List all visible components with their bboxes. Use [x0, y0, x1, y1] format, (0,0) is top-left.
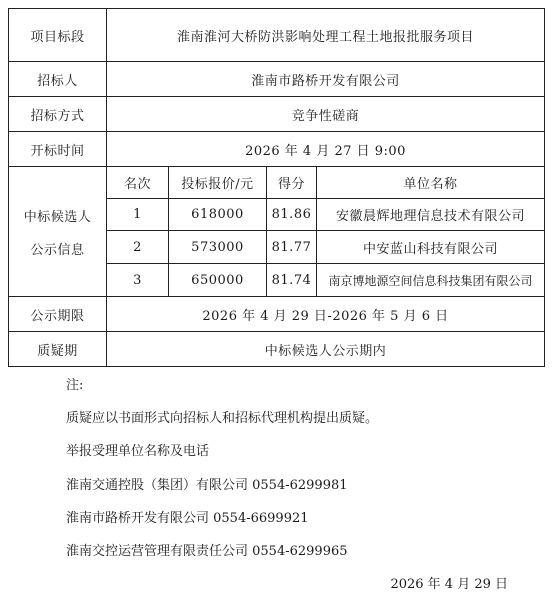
row-project [9, 9, 545, 62]
project-value: 淮南淮河大桥防洪影响处理工程土地报批服务项目 [107, 9, 545, 62]
tenderer-value: 淮南市路桥开发有限公司 [107, 62, 545, 97]
score-cell: 81.77 [267, 231, 317, 264]
price-cell: 573000 [169, 231, 267, 264]
rank-cell: 3 [107, 264, 169, 297]
row-tenderer [9, 62, 545, 97]
rank-cell: 2 [107, 231, 169, 264]
company-cell: 中安蓝山科技有限公司 [317, 231, 545, 264]
period-value: 2026 年 4 月 29 日-2026 年 5 月 6 日 [107, 297, 545, 332]
method-value: 竞争性磋商 [107, 97, 545, 132]
price-cell: 650000 [169, 264, 267, 297]
company-cell: 安徽晨辉地理信息技术有限公司 [317, 199, 545, 231]
query-label: 质疑期 [9, 332, 107, 367]
period-label: 公示期限 [9, 297, 107, 332]
header-price: 投标报价/元 [169, 167, 267, 199]
method-label: 招标方式 [9, 97, 107, 132]
announcement-table [8, 8, 545, 367]
open-time-value: 2026 年 4 月 27 日 9:00 [107, 132, 545, 167]
score-cell: 81.86 [267, 199, 317, 231]
project-label: 项目标段 [9, 9, 107, 62]
header-company: 单位名称 [317, 167, 545, 199]
rank-cell: 1 [107, 199, 169, 231]
row-period [9, 297, 545, 332]
notes-line1: 质疑应以书面形式向招标人和招标代理机构提出质疑。 [66, 411, 379, 426]
notes-title: 注: [66, 378, 84, 393]
notes-line4: 淮南市路桥开发有限公司 0554-6699921 [66, 511, 309, 526]
header-score: 得分 [267, 167, 317, 199]
company-cell: 南京博地源空间信息科技集团有限公司 [317, 264, 545, 297]
candidates-header-row [9, 167, 545, 199]
tenderer-label: 招标人 [9, 62, 107, 97]
candidates-label [9, 167, 107, 297]
notes-line2: 举报受理单位名称及电话 [66, 444, 210, 459]
row-method [9, 97, 545, 132]
signature-date: 2026 年 4 月 29 日 [390, 577, 508, 592]
row-open-time [9, 132, 545, 167]
row-query [9, 332, 545, 367]
candidates-label-line2: 公示信息 [30, 242, 85, 258]
price-cell: 618000 [169, 199, 267, 231]
open-time-label: 开标时间 [9, 132, 107, 167]
notes-line3: 淮南交通控股（集团）有限公司 0554-6299981 [66, 478, 348, 493]
header-rank: 名次 [107, 167, 169, 199]
query-value: 中标候选人公示期内 [107, 332, 545, 367]
candidates-label-line1: 中标候选人 [23, 209, 92, 225]
score-cell: 81.74 [267, 264, 317, 297]
notes-line5: 淮南交控运营管理有限责任公司 0554-6299965 [66, 544, 348, 559]
